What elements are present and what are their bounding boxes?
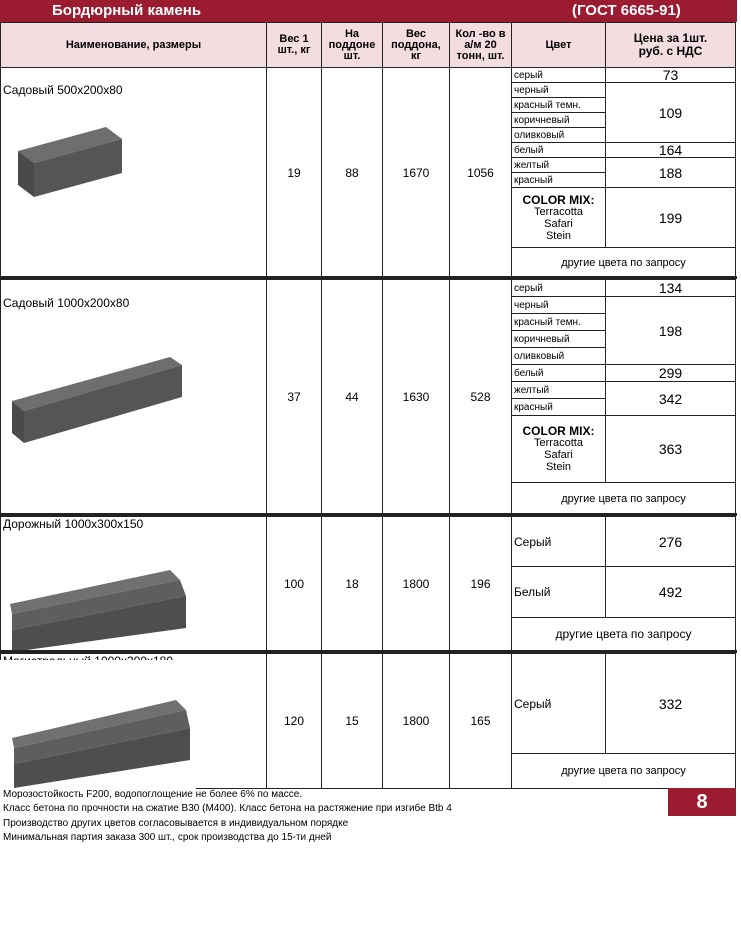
per-pallet-cell: 15 [321,653,383,789]
row-separator [0,513,737,516]
page-number: 8 [668,788,736,816]
color-dark-red: красный темн. [511,97,606,113]
per-truck-cell: 528 [449,279,512,515]
row-separator [0,276,737,279]
header-color: Цвет [511,22,606,68]
color-black: черный [511,296,606,314]
color-brown: коричневый [511,330,606,348]
price-color-mix: 363 [605,415,736,483]
per-pallet-cell: 88 [321,67,383,278]
per-truck-cell: 165 [449,653,512,789]
product-name: Дорожный 1000х300х150 [3,517,144,531]
color-brown: коричневый [511,112,606,128]
price-white: 299 [605,364,736,382]
weight-cell: 19 [266,67,322,278]
weight-cell: 120 [266,653,322,789]
other-colors-note: другие цвета по запросу [511,247,736,278]
per-pallet-cell: 18 [321,516,383,651]
curb-garden-500-image [14,125,126,200]
color-gray: серый [511,67,606,83]
document-title: Бордюрный камень [52,2,202,19]
color-mix-cell: COLOR MIX: Terracotta Safari Stein [511,187,606,248]
weight-cell: 37 [266,279,322,515]
header-per-pallet: На поддоне шт. [321,22,383,68]
color-gray: Серый [511,653,606,754]
price-gray: 276 [605,516,736,567]
curb-highway-image [0,660,196,794]
color-gray: Серый [511,516,606,567]
price-white: 164 [605,142,736,158]
header-price: Цена за 1шт. руб. с НДС [605,22,736,68]
curb-road-image [8,568,188,652]
price-gray: 73 [605,67,736,83]
price-yellow-red: 188 [605,157,736,188]
title-bar [0,0,737,22]
price-color-mix: 199 [605,187,736,248]
pallet-weight-cell: 1800 [382,653,450,789]
color-white: Белый [511,566,606,618]
pallet-weight-cell: 1630 [382,279,450,515]
color-dark-red: красный темн. [511,313,606,331]
footnote-min-order: Минимальная партия заказа 300 шт., срок производства до 15-ти дней [3,832,332,843]
price-dark-colors: 198 [605,296,736,365]
color-red: красный [511,172,606,188]
header-weight: Вес 1 шт., кг [266,22,322,68]
other-colors-note: другие цвета по запросу [511,617,736,651]
color-white: белый [511,142,606,158]
footnote-custom-colors: Производство других цветов согласовывается в индивидуальном порядке [3,818,349,829]
color-yellow: желтый [511,157,606,173]
price-white: 492 [605,566,736,618]
other-colors-note: другие цвета по запросу [511,482,736,515]
per-truck-cell: 196 [449,516,512,651]
pallet-weight-cell: 1800 [382,516,450,651]
price-yellow-red: 342 [605,381,736,416]
row-separator [0,650,737,653]
footnote-frost: Морозостойкость F200, водопоглощение не более 6% по массе. [3,789,303,800]
other-colors-note: другие цвета по запросу [511,753,736,789]
product-name: Садовый 500х200х80 [3,83,123,97]
color-gray: серый [511,279,606,297]
color-mix-cell: COLOR MIX: Terracotta Safari Stein [511,415,606,483]
per-truck-cell: 1056 [449,67,512,278]
curb-garden-1000-image [10,355,185,445]
gost-reference: (ГОСТ 6665-91) [572,2,681,19]
color-olive: оливковый [511,347,606,365]
pallet-weight-cell: 1670 [382,67,450,278]
price-gray: 134 [605,279,736,297]
header-pallet-weight: Вес поддона, кг [382,22,450,68]
product-name: Садовый 1000х200х80 [3,296,130,310]
footnote-strength: Класс бетона по прочности на сжатие В30 (М400). Класс бетона на растяжение при изгибе Вtb 4 [3,803,452,814]
color-red: красный [511,398,606,416]
header-name: Наименование, размеры [0,22,267,68]
price-dark-colors: 109 [605,82,736,143]
color-olive: оливковый [511,127,606,143]
color-black: черный [511,82,606,98]
per-pallet-cell: 44 [321,279,383,515]
color-white: белый [511,364,606,382]
price-gray: 332 [605,653,736,754]
header-per-truck: Кол -во в а/м 20 тонн, шт. [449,22,512,68]
color-yellow: желтый [511,381,606,399]
weight-cell: 100 [266,516,322,651]
